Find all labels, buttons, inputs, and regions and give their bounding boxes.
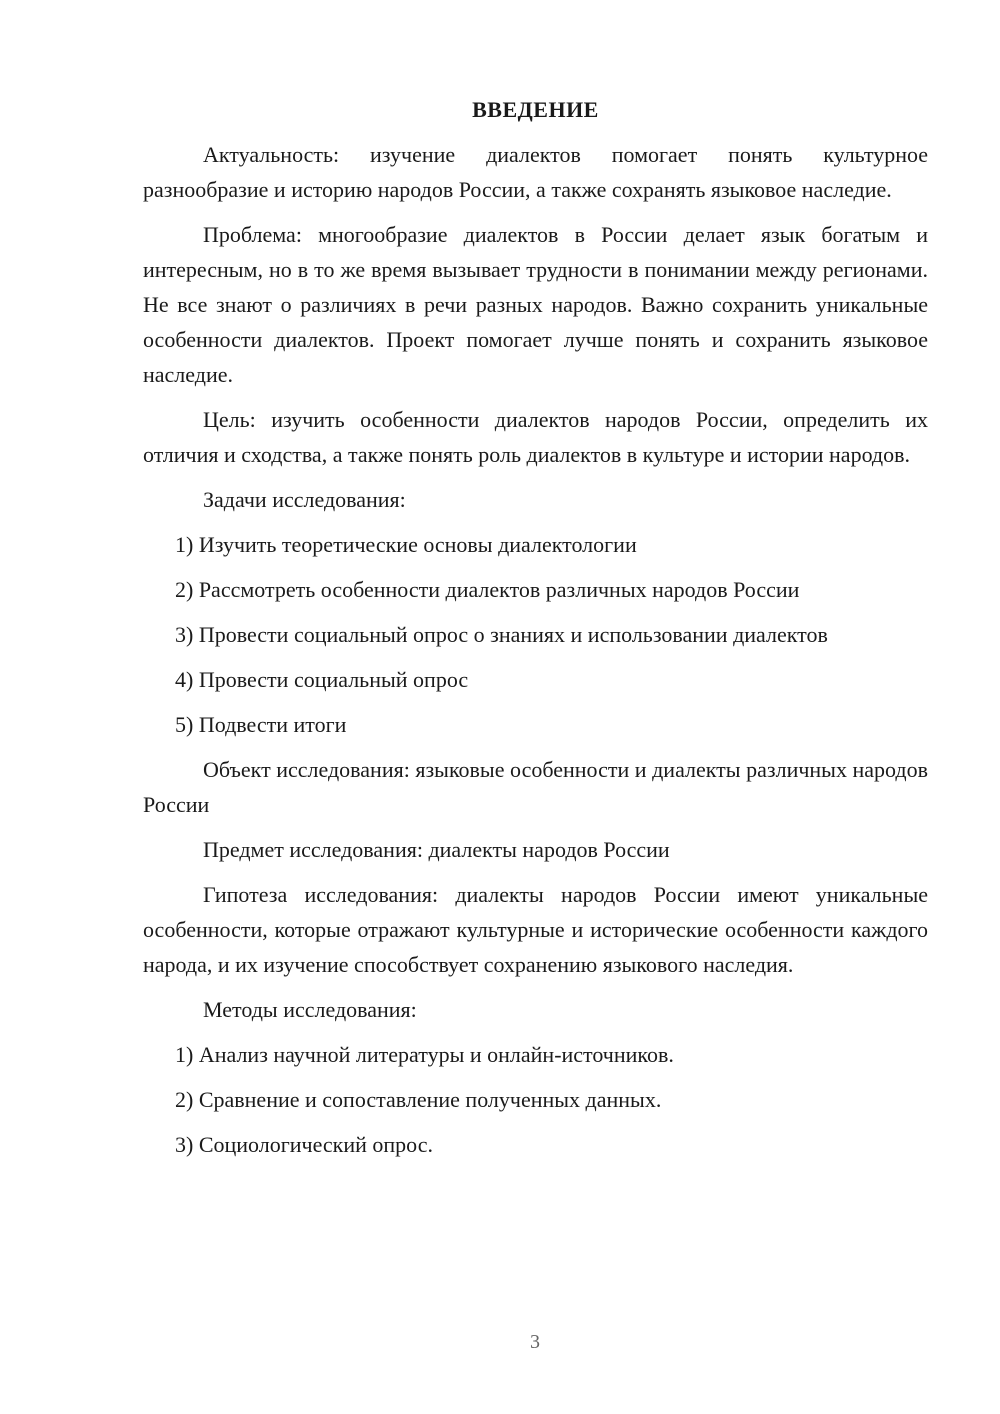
goal-paragraph: Цель: изучить особенности диалектов народов России, определить их отличия и сходства, а также понять роль диалектов в культуре и истории народов.: [143, 407, 928, 467]
page-title: ВВЕДЕНИЕ: [472, 97, 599, 122]
task-item: 1) Изучить теоретические основы диалектологии: [175, 532, 637, 557]
object-paragraph: Объект исследования: языковые особенности и диалекты различных народов России: [143, 757, 928, 817]
page-number: 3: [530, 1331, 540, 1353]
task-item: 3) Провести социальный опрос о знаниях и использовании диалектов: [175, 622, 828, 647]
task-item: 2) Рассмотреть особенности диалектов различных народов России: [175, 577, 800, 602]
problem-paragraph: Проблема: многообразие диалектов в России делает язык богатым и интересным, но в то же время вызывает трудности в понимании между регионами. Не все знают о различиях в речи разных народов. Важно сохранить уникальные особенности диалектов. Проект помогает лучше понять и сохранить языковое наследие.: [143, 222, 928, 387]
method-item: 1) Анализ научной литературы и онлайн-источников.: [175, 1042, 674, 1067]
hypothesis-paragraph: Гипотеза исследования: диалекты народов России имеют уникальные особенности, которые отражают культурные и исторические особенности каждого народа, и их изучение способствует сохранению языкового наследия.: [143, 882, 928, 977]
actuality-paragraph: Актуальность: изучение диалектов помогает понять культурное разнообразие и историю народов России, а также сохранять языковое наследие.: [143, 142, 928, 202]
subject-paragraph: Предмет исследования: диалекты народов России: [203, 837, 670, 862]
methods-heading: Методы исследования:: [203, 997, 417, 1022]
document-page: [143, 92, 928, 1172]
method-item: 3) Социологический опрос.: [175, 1132, 433, 1157]
tasks-heading: Задачи исследования:: [203, 487, 406, 512]
method-item: 2) Сравнение и сопоставление полученных данных.: [175, 1087, 662, 1112]
task-item: 4) Провести социальный опрос: [175, 667, 469, 692]
task-item: 5) Подвести итоги: [175, 712, 347, 737]
